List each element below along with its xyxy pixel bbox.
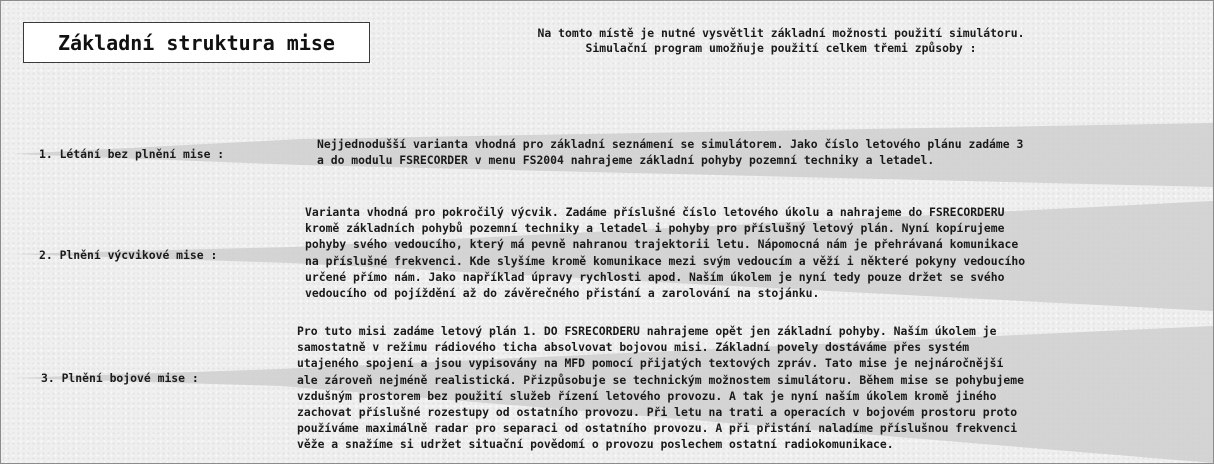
description-line: Varianta vhodná pro pokročilý výcvik. Zadáme příslušné číslo letového úkolu a nahrajeme do FSRECORDERU xyxy=(305,205,1005,219)
description-line: kromě základních pohybů pozemní techniky a letadel i pohyby pro příslušný letový plán. Nyní kopírujeme xyxy=(305,221,1005,236)
description-line: zachovat příslušné rozestupy od ostatního provozu. Při letu na trati a operacích v bojovém prostoru proto xyxy=(297,405,1018,420)
mode-3-label: 3. Plnění bojové mise : xyxy=(41,371,199,385)
description-line: Pro tuto misi zadáme letový plán 1. DO FSRECORDERU nahrajeme opět jen základní pohyby. Naším úkolem je xyxy=(297,324,997,338)
description-line: vedoucího od pojíždění až do závěrečného přistání a zarolování na stojánku. xyxy=(305,286,820,301)
page-title: Základní struktura mise xyxy=(23,22,370,63)
description-line: vzdušným prostorem bez použití služeb řízení letového provozu. A tak je nyní naším úkolem kromě jiného xyxy=(297,388,997,403)
mode-2-description xyxy=(305,204,1025,301)
intro-line: Simulační program umožňuje použití celkem třemi způsoby : xyxy=(585,41,977,55)
mode-1-description xyxy=(317,136,1023,168)
mode-2-label: 2. Plnění výcvikové mise : xyxy=(39,248,218,262)
description-line: a do modulu FSRECORDER v menu FS2004 nahrajeme základní pohyby pozemní techniky a letadel. xyxy=(317,153,935,168)
mode-3-description xyxy=(297,323,1024,453)
mode-1-label: 1. Létání bez plnění mise : xyxy=(39,147,225,161)
description-line: věže a snažíme si udržet situační povědomí o provozu poslechem ostatní radiokomunikace. xyxy=(297,437,894,452)
description-line: pohyby svého vedoucího, který má pevně nahranou trajektorii letu. Nápomocná nám je přehrávaná komunikace xyxy=(305,237,1019,252)
description-line: Nejjednodušší varianta vhodná pro základní seznámení se simulátorem. Jako číslo letového plánu zadáme 3 xyxy=(317,137,1024,151)
intro-text xyxy=(431,26,1131,56)
description-line: používáme maximálně radar pro separaci od ostatního provozu. A při přistání naladíme příslušnou frekvenci xyxy=(297,421,1018,436)
description-line: samostatně v režimu rádiového ticha absolvovat bojovou misi. Základní povely dostáváme přes systém xyxy=(297,340,970,355)
description-line: na příslušné frekvenci. Kde slyšíme kromě komunikace mezi svým vedoucím a věží i některé pokyny vedoucího xyxy=(305,253,1026,268)
intro-line: Na tomto místě je nutné vysvětlit základní možnosti použití simulátoru. xyxy=(537,26,1025,40)
description-line: určené přímo nám. Jako například úpravy rychlosti apod. Naším úkolem je nyní tedy pouze držet se svého xyxy=(305,269,1005,284)
description-line: ale zároveň nejméně realistická. Přizpůsobuje se technickým možnostem simulátoru. Během mise se pohybujeme xyxy=(297,372,1024,387)
description-line: utajeného spojení a jsou vypisovány na MFD pomocí přijatých textových zpráv. Tato mise je nejnáročnější xyxy=(297,356,1004,371)
